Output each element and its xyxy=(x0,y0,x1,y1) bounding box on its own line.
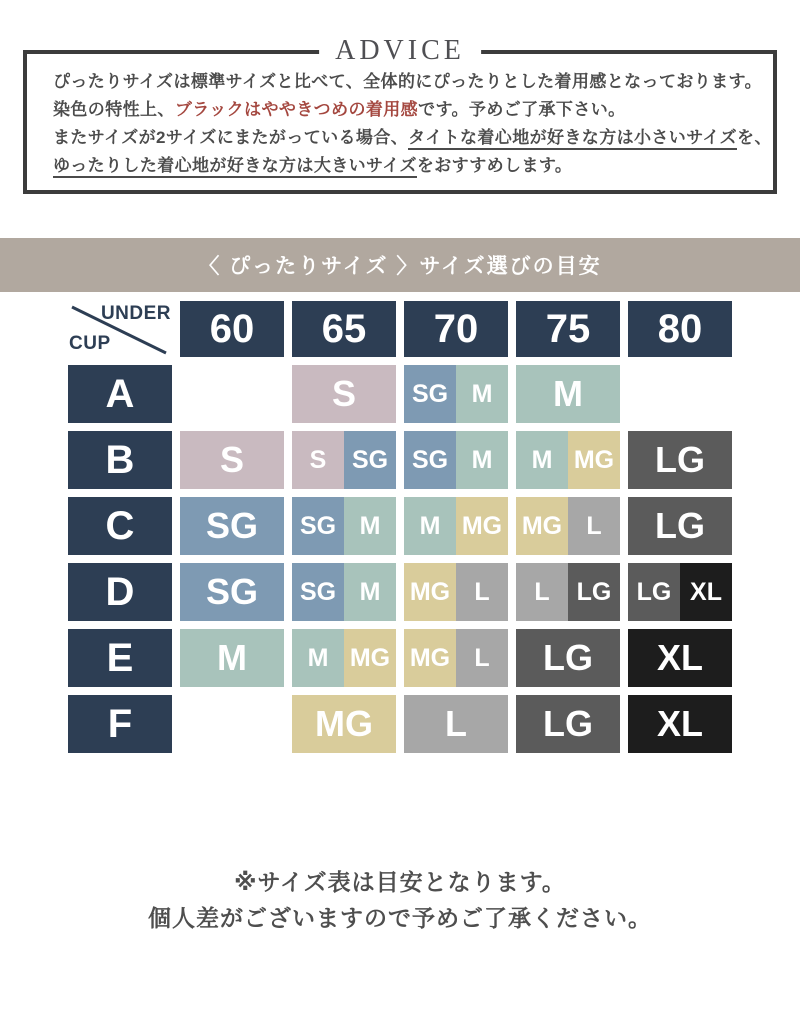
row-header-F: F xyxy=(68,695,172,753)
size-cell-LG: LG xyxy=(516,629,620,687)
size-half-SG: SG xyxy=(292,497,344,555)
advice-segment-red: ブラックはややきつめの着用感 xyxy=(174,100,419,119)
advice-segment: ぴったりサイズは標準サイズと比べて、全体的にぴったりとした着用感となっております。 xyxy=(53,72,762,91)
size-cell-L-LG xyxy=(516,563,620,621)
size-cell-MG-L xyxy=(516,497,620,555)
size-guide-page xyxy=(0,35,800,1010)
size-half-MG: MG xyxy=(568,431,620,489)
size-guide-banner xyxy=(0,238,800,292)
size-half-MG: MG xyxy=(404,563,456,621)
size-table xyxy=(68,301,732,753)
size-half-M: M xyxy=(344,563,396,621)
size-half-M: M xyxy=(456,365,508,423)
column-header-75: 75 xyxy=(516,301,620,357)
size-half-SG: SG xyxy=(404,431,456,489)
size-cell-S-SG xyxy=(292,431,396,489)
size-half-MG: MG xyxy=(456,497,508,555)
advice-text xyxy=(27,54,773,190)
advice-segment: 染色の特性上、 xyxy=(53,100,175,119)
size-cell-LG: LG xyxy=(516,695,620,753)
column-header-70: 70 xyxy=(404,301,508,357)
advice-segment: を、 xyxy=(737,128,772,147)
footnote-line-1: ※サイズ表は目安となります。 xyxy=(234,869,566,895)
size-half-M: M xyxy=(456,431,508,489)
advice-segment: をおすすめします。 xyxy=(416,156,573,175)
size-cell-LG: LG xyxy=(628,497,732,555)
size-cell-L: L xyxy=(404,695,508,753)
advice-heading: ADVICE xyxy=(319,30,481,72)
size-half-L: L xyxy=(568,497,620,555)
size-cell-SG-M xyxy=(292,497,396,555)
size-half-L: L xyxy=(456,629,508,687)
advice-line-1 xyxy=(53,68,762,96)
size-cell-M-MG xyxy=(292,629,396,687)
advice-line-2 xyxy=(53,96,755,124)
size-cell-S: S xyxy=(292,365,396,423)
advice-segment-underline: タイトな着心地が好きな方は小さいサイズ xyxy=(408,128,737,150)
size-cell-SG: SG xyxy=(180,497,284,555)
under-axis-label: UNDER xyxy=(100,303,171,324)
size-half-SG: SG xyxy=(344,431,396,489)
size-half-LG: LG xyxy=(628,563,680,621)
size-half-S: S xyxy=(292,431,344,489)
size-cell-M: M xyxy=(516,365,620,423)
size-cell-XL: XL xyxy=(628,695,732,753)
row-header-B: B xyxy=(68,431,172,489)
size-cell-M: M xyxy=(180,629,284,687)
size-cell-LG: LG xyxy=(628,431,732,489)
cup-axis-label: CUP xyxy=(69,333,111,354)
advice-segment: またサイズが2サイズにまたがっている場合、 xyxy=(53,128,409,147)
advice-box xyxy=(23,35,777,194)
size-cell-LG-XL xyxy=(628,563,732,621)
size-cell-SG: SG xyxy=(180,563,284,621)
size-cell-empty xyxy=(180,365,284,423)
size-cell-empty xyxy=(180,695,284,753)
column-header-80: 80 xyxy=(628,301,732,357)
size-cell-SG-M xyxy=(404,431,508,489)
size-half-L: L xyxy=(516,563,568,621)
size-cell-empty xyxy=(628,365,732,423)
size-half-L: L xyxy=(456,563,508,621)
size-half-SG: SG xyxy=(292,563,344,621)
size-cell-MG: MG xyxy=(292,695,396,753)
size-half-MG: MG xyxy=(404,629,456,687)
row-header-E: E xyxy=(68,629,172,687)
row-header-D: D xyxy=(68,563,172,621)
row-header-C: C xyxy=(68,497,172,555)
footnote xyxy=(0,865,800,936)
size-cell-MG-L xyxy=(404,629,508,687)
size-cell-M-MG xyxy=(516,431,620,489)
size-half-M: M xyxy=(404,497,456,555)
advice-segment: です。予めご了承下さい。 xyxy=(418,100,626,119)
size-half-M: M xyxy=(516,431,568,489)
footnote-line-2: 個人差がございますので予めご了承ください。 xyxy=(148,904,652,931)
size-cell-M-MG xyxy=(404,497,508,555)
advice-segment-underline: ゆったりした着心地が好きな方は大きいサイズ xyxy=(53,156,417,178)
size-cell-S: S xyxy=(180,431,284,489)
advice-line-4 xyxy=(53,152,755,180)
column-header-60: 60 xyxy=(180,301,284,357)
size-half-M: M xyxy=(344,497,396,555)
size-half-LG: LG xyxy=(568,563,620,621)
row-header-A: A xyxy=(68,365,172,423)
size-cell-SG-M xyxy=(292,563,396,621)
size-cell-XL: XL xyxy=(628,629,732,687)
column-header-65: 65 xyxy=(292,301,396,357)
advice-line-3 xyxy=(53,124,772,152)
banner-title: 〈 ぴったりサイズ 〉サイズ選びの目安 xyxy=(198,255,602,278)
size-half-XL: XL xyxy=(680,563,732,621)
size-cell-MG-L xyxy=(404,563,508,621)
table-corner-cell xyxy=(68,301,172,357)
size-cell-SG-M xyxy=(404,365,508,423)
size-half-MG: MG xyxy=(344,629,396,687)
size-half-MG: MG xyxy=(516,497,568,555)
size-half-M: M xyxy=(292,629,344,687)
size-half-SG: SG xyxy=(404,365,456,423)
